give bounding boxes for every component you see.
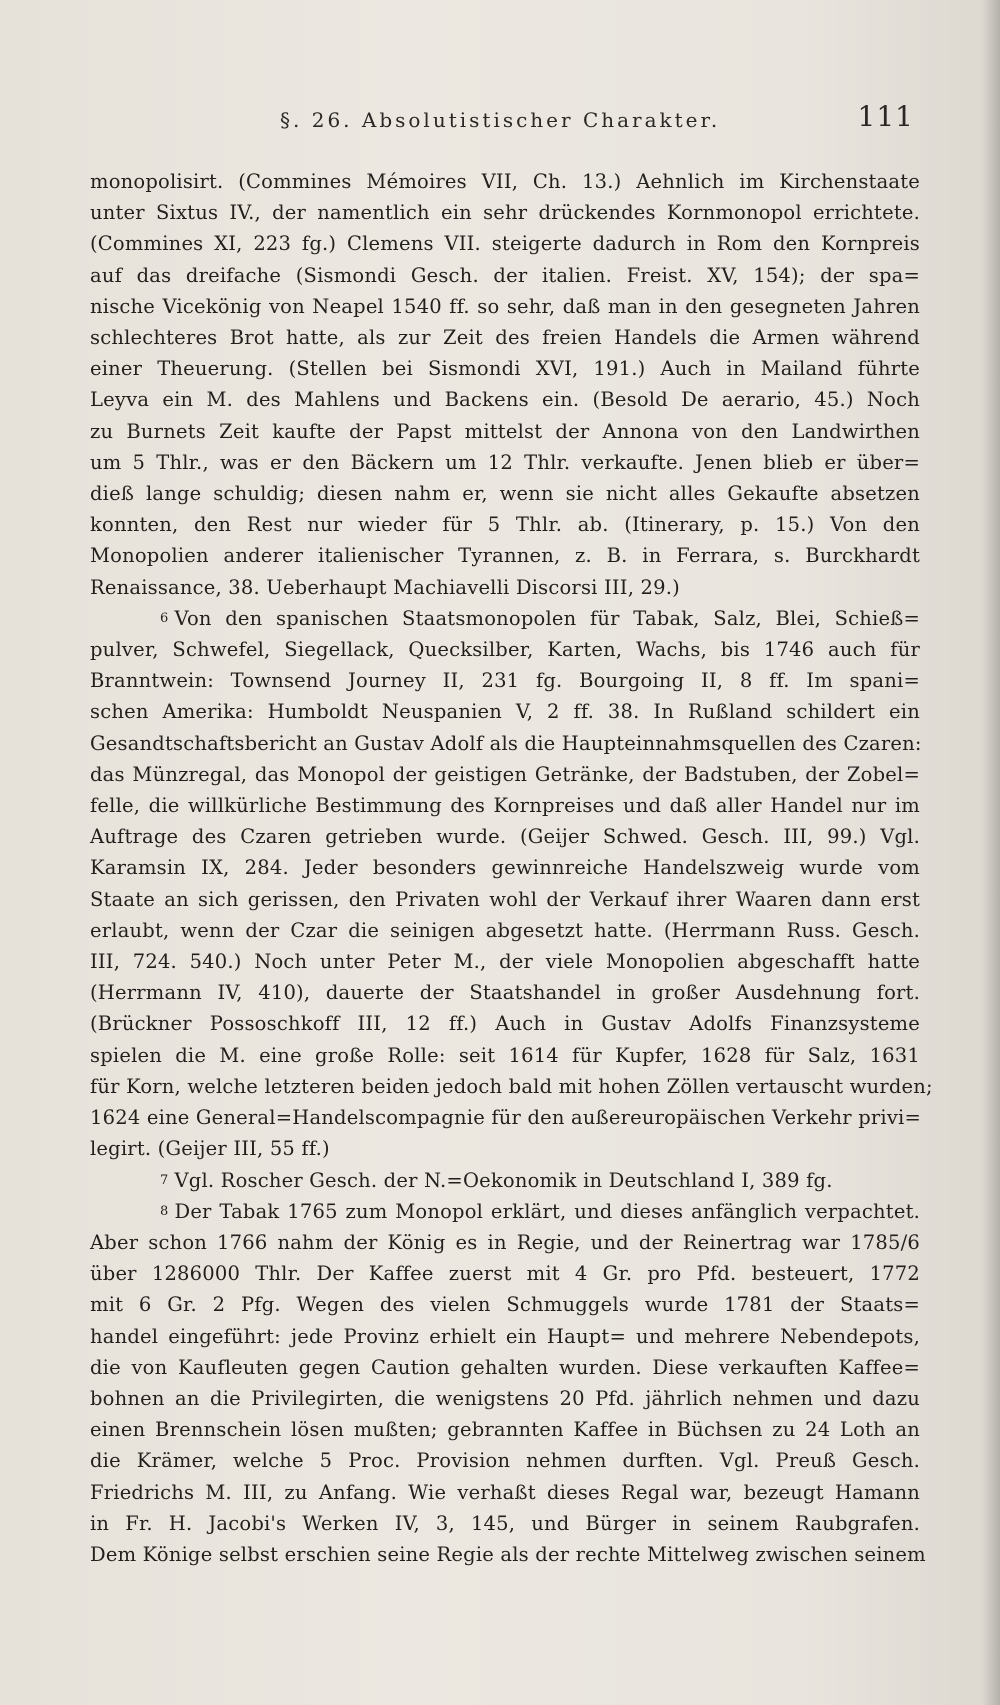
line-text: Aber schon 1766 nahm der König es in Regie, und der Reinertrag war 1785/6: [90, 1230, 920, 1254]
line-text: mit 6 Gr. 2 Pfg. Wegen des vielen Schmuggels wurde 1781 der Staats=: [90, 1293, 920, 1317]
line-text: (Herrmann IV, 410), dauerte der Staatshandel in großer Ausdehnung fort.: [90, 981, 920, 1005]
text-line: [90, 1445, 920, 1476]
line-text: auf das dreifache (Sismondi Gesch. der italien. Freist. XV, 154); der spa=: [90, 263, 920, 287]
text-line: [90, 478, 920, 509]
text-line: [90, 1165, 920, 1196]
page-number: 111: [857, 100, 914, 133]
line-text: dieß lange schuldig; diesen nahm er, wenn sie nicht alles Gekaufte absetzen: [90, 482, 920, 506]
line-text: handel eingeführt: jede Provinz erhielt ein Haupt= und mehrere Nebendepots,: [90, 1324, 920, 1348]
text-line: [90, 977, 920, 1008]
text-line: [90, 1133, 920, 1164]
line-text: Leyva ein M. des Mahlens und Backens ein. (Besold De aerario, 45.) Noch: [90, 388, 920, 412]
line-text: Monopolien anderer italienischer Tyrannen, z. B. in Ferrara, s. Burckhardt: [90, 544, 920, 568]
text-line: [90, 353, 920, 384]
footnote-number: 6: [160, 610, 169, 626]
line-text: konnten, den Rest nur wieder für 5 Thlr. ab. (Itinerary, p. 15.) Von den: [90, 513, 920, 537]
line-text: Renaissance, 38. Ueberhaupt Machiavelli Discorsi III, 29.): [90, 575, 680, 599]
line-text: bohnen an die Privilegirten, die wenigstens 20 Pfd. jährlich nehmen und dazu: [90, 1386, 920, 1410]
line-text: Gesandtschaftsbericht an Gustav Adolf als die Haupteinnahmsquellen des Czaren:: [90, 731, 922, 755]
line-text: zu Burnets Zeit kaufte der Papst mittelst der Annona von den Landwirthen: [90, 419, 920, 443]
text-line: [90, 1102, 920, 1133]
line-text: (Commines XI, 223 fg.) Clemens VII. steigerte dadurch in Rom den Kornpreis: [90, 232, 920, 256]
text-line: [90, 1071, 933, 1102]
text-line: [90, 1477, 920, 1508]
text-line: [90, 821, 920, 852]
line-text: Branntwein: Townsend Journey II, 231 fg. Bourgoing II, 8 ff. Im spani=: [90, 669, 920, 693]
line-text: die Krämer, welche 5 Proc. Provision nehmen durften. Vgl. Preuß Gesch.: [90, 1449, 920, 1473]
text-line: [90, 1008, 920, 1039]
line-text: erlaubt, wenn der Czar die seinigen abgesetzt hatte. (Herrmann Russ. Gesch.: [90, 918, 920, 942]
line-text: einer Theuerung. (Stellen bei Sismondi XVI, 191.) Auch in Mailand führte: [90, 357, 920, 381]
footnote-body: [90, 166, 933, 1570]
line-text: nische Vicekönig von Neapel 1540 ff. so sehr, daß man in den gesegneten Jahren: [90, 294, 920, 318]
line-text: Friedrichs M. III, zu Anfang. Wie verhaßt dieses Regal war, bezeugt Hamann: [90, 1480, 920, 1504]
line-text: Vgl. Roscher Gesch. der N.=Oekonomik in Deutschland I, 389 fg.: [174, 1168, 833, 1192]
line-text: legirt. (Geijer III, 55 ff.): [90, 1137, 330, 1161]
text-line: [90, 1040, 920, 1071]
text-line: [90, 634, 920, 665]
line-text: Auftrage des Czaren getrieben wurde. (Geijer Schwed. Gesch. III, 99.) Vgl.: [90, 825, 920, 849]
text-line: [90, 197, 920, 228]
text-line: [90, 260, 920, 291]
text-line: [90, 540, 920, 571]
line-text: monopolisirt. (Commines Mémoires VII, Ch. 13.) Aehnlich im Kirchenstaate: [90, 170, 920, 193]
line-text: unter Sixtus IV., der namentlich ein sehr drückendes Kornmonopol errichtete.: [90, 201, 920, 225]
line-text: Staate an sich gerissen, den Privaten wohl der Verkauf ihrer Waaren dann erst: [90, 887, 920, 911]
page-header: [90, 98, 914, 138]
text-line: [90, 852, 920, 883]
line-text: das Münzregal, das Monopol der geistigen Getränke, der Badstuben, der Zobel=: [90, 762, 920, 786]
text-line: [90, 1414, 920, 1445]
line-text: spielen die M. eine große Rolle: seit 1614 für Kupfer, 1628 für Salz, 1631: [90, 1043, 920, 1067]
line-text: pulver, Schwefel, Siegellack, Quecksilber, Karten, Wachs, bis 1746 auch für: [90, 638, 920, 662]
line-text: über 1286000 Thlr. Der Kaffee zuerst mit 4 Gr. pro Pfd. besteuert, 1772: [90, 1262, 920, 1286]
line-text: 1624 eine General=Handelscompagnie für den außereuropäischen Verkehr privi=: [90, 1106, 922, 1130]
text-line: [90, 291, 920, 322]
text-line: [90, 228, 920, 259]
running-head: §. 26. Absolutistischer Charakter.: [280, 108, 721, 132]
text-line: [90, 509, 920, 540]
text-line: [90, 915, 920, 946]
text-line: [90, 759, 920, 790]
line-text: für Korn, welche letzteren beiden jedoch bald mit hohen Zöllen vertauscht wurden;: [90, 1074, 933, 1098]
line-text: Der Tabak 1765 zum Monopol erklärt, und dieses anfänglich verpachtet.: [174, 1199, 920, 1223]
text-line: [90, 166, 920, 197]
line-text: schen Amerika: Humboldt Neuspanien V, 2 ff. 38. In Rußland schildert ein: [90, 700, 920, 724]
text-line: [90, 447, 920, 478]
text-line: [90, 1383, 920, 1414]
text-line: [90, 790, 920, 821]
line-text: in Fr. H. Jacobi's Werken IV, 3, 145, und Bürger in seinem Raubgrafen.: [90, 1511, 920, 1535]
text-line: [90, 1508, 920, 1539]
line-text: die von Kaufleuten gegen Caution gehalten wurden. Diese verkauften Kaffee=: [90, 1355, 920, 1379]
text-line: [90, 322, 920, 353]
footnote-number: 8: [160, 1203, 169, 1219]
text-line: [90, 1539, 926, 1570]
text-line: [90, 728, 920, 759]
text-line: [90, 696, 920, 727]
text-line: [90, 1289, 920, 1320]
footnote-number: 7: [160, 1172, 169, 1188]
line-text: felle, die willkürliche Bestimmung des Kornpreises und daß aller Handel nur im: [90, 794, 920, 818]
line-text: III, 724. 540.) Noch unter Peter M., der viele Monopolien abgeschafft hatte: [90, 950, 920, 974]
line-text: Von den spanischen Staatsmonopolen für Tabak, Salz, Blei, Schieß=: [174, 606, 920, 630]
text-line: [90, 416, 920, 447]
text-line: [90, 1196, 920, 1227]
text-line: [90, 1321, 920, 1352]
line-text: schlechteres Brot hatte, als zur Zeit des freien Handels die Armen während: [90, 326, 920, 350]
text-line: [90, 884, 920, 915]
line-text: um 5 Thlr., was er den Bäckern um 12 Thlr. verkaufte. Jenen blieb er über=: [90, 450, 920, 474]
text-line: [90, 572, 920, 603]
line-text: Karamsin IX, 284. Jeder besonders gewinnreiche Handelszweig wurde vom: [90, 856, 920, 880]
text-line: [90, 384, 920, 415]
text-line: [90, 1227, 920, 1258]
line-text: (Brückner Possoschkoff III, 12 ff.) Auch in Gustav Adolfs Finanzsysteme: [90, 1012, 920, 1036]
text-line: [90, 603, 920, 634]
text-line: [90, 665, 920, 696]
line-text: Dem Könige selbst erschien seine Regie als der rechte Mittelweg zwischen seinem: [90, 1542, 926, 1566]
text-line: [90, 946, 920, 977]
text-line: [90, 1258, 920, 1289]
line-text: einen Brennschein lösen mußten; gebrannten Kaffee in Büchsen zu 24 Loth an: [90, 1418, 920, 1442]
text-line: [90, 1352, 920, 1383]
